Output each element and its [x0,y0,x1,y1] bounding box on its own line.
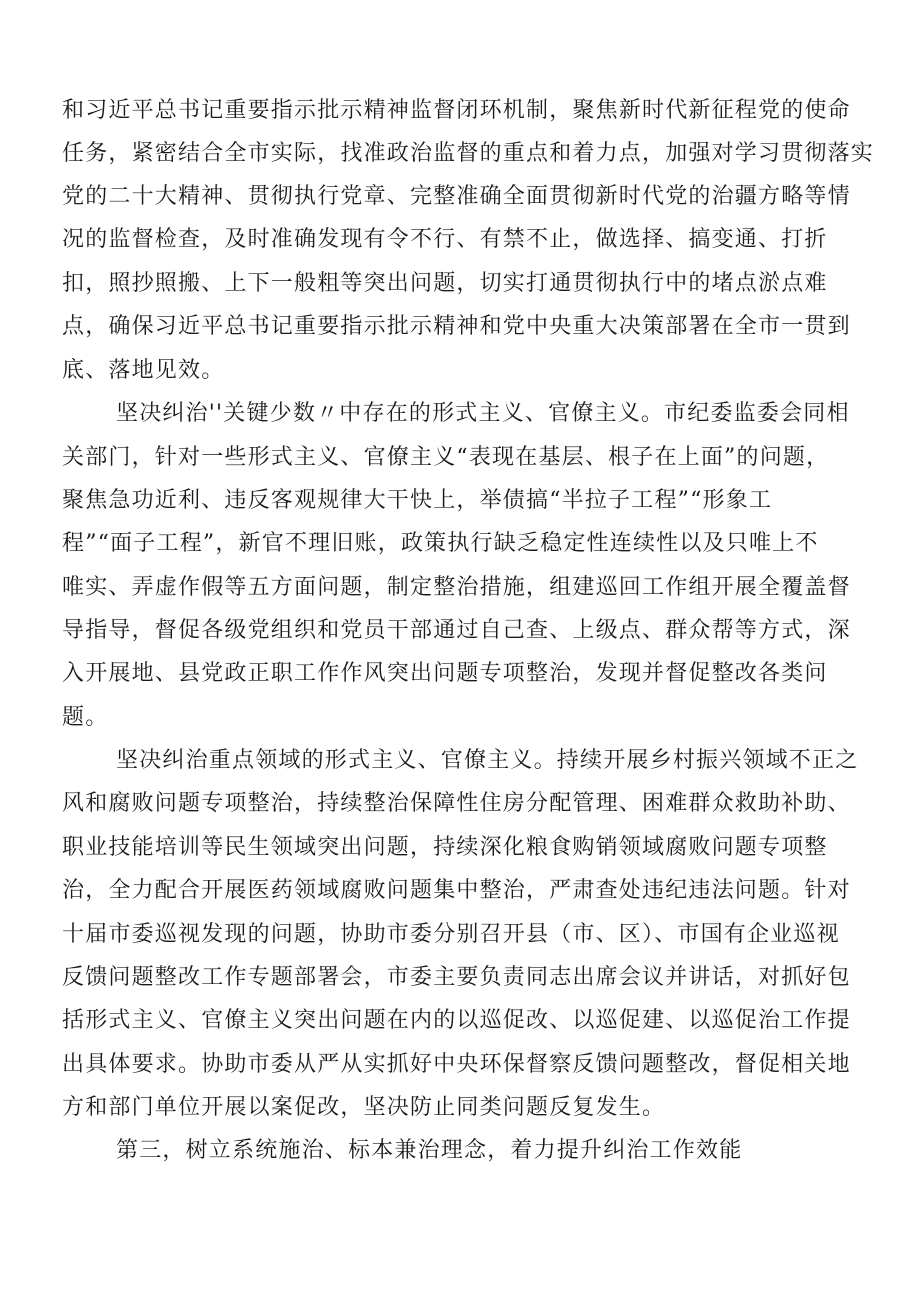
text-line: 十届市委巡视发现的问题，协助市委分别召开县（市、区）、市国有企业巡视 [62,922,840,947]
text-line: 点，确保习近平总书记重要指示批示精神和党中央重大决策部署在全市一贯到 [62,314,851,339]
text-line: 出具体要求。协助市委从严从实抓好中央环保督察反馈问题整改，督促相关地 [62,1052,851,1077]
text-line: 治，全力配合开展医药领域腐败问题集中整治，严肃查处违纪违法问题。针对 [62,878,851,903]
text-line: 党的二十大精神、贯彻执行党章、完整准确全面贯彻新时代党的治疆方略等情 [62,184,851,209]
text-line: 聚焦急功近利、违反客观规律大干快上，举债搞“半拉子工程”“形象工 [62,488,773,513]
text-line: 扣，照抄照搬、上下一般粗等突出问题，切实打通贯彻执行中的堵点淤点难 [62,271,828,296]
text-line: 职业技能培训等民生领域突出问题，持续深化粮食购销领域腐败问题专项整 [62,835,828,860]
paragraph-start-line: 坚决纠治重点领域的形式主义、官僚主义。持续开展乡村振兴领域不正之 [116,748,859,773]
text-line: 任务，紧密结合全市实际，找准政治监督的重点和着力点，加强对学习贯彻落实 [62,141,875,166]
text-line: 况的监督检查，及时准确发现有令不行、有禁不止，做选择、搞变通、打折 [62,227,828,252]
paragraph-start-line: 坚决纠治''关键少数〃中存在的形式主义、官僚主义。市纪委监委会同相 [116,401,850,426]
text-line: 程”“面子工程”，新官不理旧账，政策执行缺乏稳定性连续性以及只唯上不 [62,531,819,556]
text-line: 唯实、弄虚作假等五方面问题，制定整治措施，组建巡回工作组开展全覆盖督 [62,575,851,600]
text-line: 导指导，督促各级党组织和党员干部通过自己查、上级点、群众帮等方式，深 [62,618,851,643]
text-line: 入开展地、县党政正职工作作风突出问题专项整治，发现并督促整改各类问 [62,661,828,686]
text-line: 和习近平总书记重要指示批示精神监督闭环机制，聚焦新时代新征程党的使命 [62,98,851,123]
text-line: 关部门，针对一些形式主义、官僚主义“表现在基层、根子在上面”的问题， [62,445,830,470]
text-line: 反馈问题整改工作专题部署会，市委主要负责同志出席会议并讲话，对抓好包 [62,965,851,990]
text-line: 底、落地见效。 [62,358,225,383]
text-line: 风和腐败问题专项整治，持续整治保障性住房分配管理、困难群众救助补助、 [62,791,851,816]
text-line: 方和部门单位开展以案促改，坚决防止同类问题反复发生。 [62,1095,666,1120]
text-line: 括形式主义、官僚主义突出问题在内的以巡促改、以巡促建、以巡促治工作提 [62,1008,851,1033]
section-heading: 第三，树立系统施治、标本兼治理念，着力提升纠治工作效能 [116,1138,743,1163]
text-line: 题。 [62,705,109,730]
